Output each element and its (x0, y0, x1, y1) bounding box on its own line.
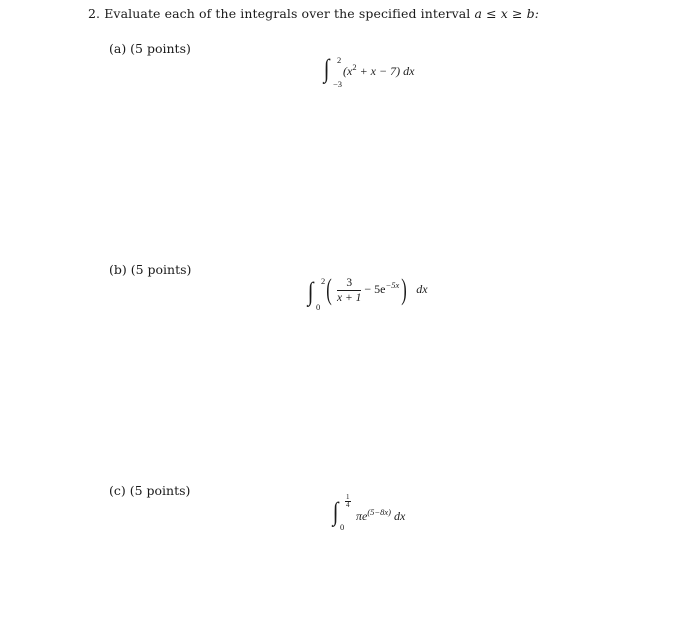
part-c-integral (332, 494, 432, 536)
integral-sign: ∫ (332, 497, 339, 526)
part-b-fraction: $\frac{3}{x + 1}$ (337, 276, 362, 304)
part-b-integrand: ( $\frac{3}{x + 1}$ − $5e^{-5x}$) dx (326, 273, 428, 306)
right-paren: ) (401, 273, 407, 306)
integral-sign: ∫ (323, 54, 330, 83)
part-a-integral (323, 52, 453, 92)
part-b-lower-limit: 0 (316, 302, 321, 312)
part-b-label: (b) (5 points) (109, 262, 192, 277)
part-a-label: (a) (5 points) (109, 41, 191, 56)
part-a-integrand: $(x^2 + x - 7)$ dx (343, 62, 415, 78)
part-a-lower-limit: −3 (333, 79, 343, 89)
part-c-label: (c) (5 points) (109, 483, 191, 498)
question-prompt (88, 6, 539, 21)
part-b-integral (307, 272, 457, 316)
question-interval: a ≤ x ≥ b: (474, 6, 540, 21)
left-paren: ( (326, 273, 332, 306)
part-b-upper-limit: 2 (321, 276, 326, 286)
part-c-upper-limit: $\frac{1}{4}$ (346, 493, 350, 509)
integral-sign: ∫ (307, 277, 314, 306)
part-c-lower-limit: 0 (340, 522, 345, 532)
part-c-integrand: $\pi e^{(5-8x)}$ dx (356, 507, 406, 523)
part-a-upper-limit: 2 (337, 55, 342, 65)
question-text: 2. Evaluate each of the integrals over the specified interval (88, 6, 471, 21)
